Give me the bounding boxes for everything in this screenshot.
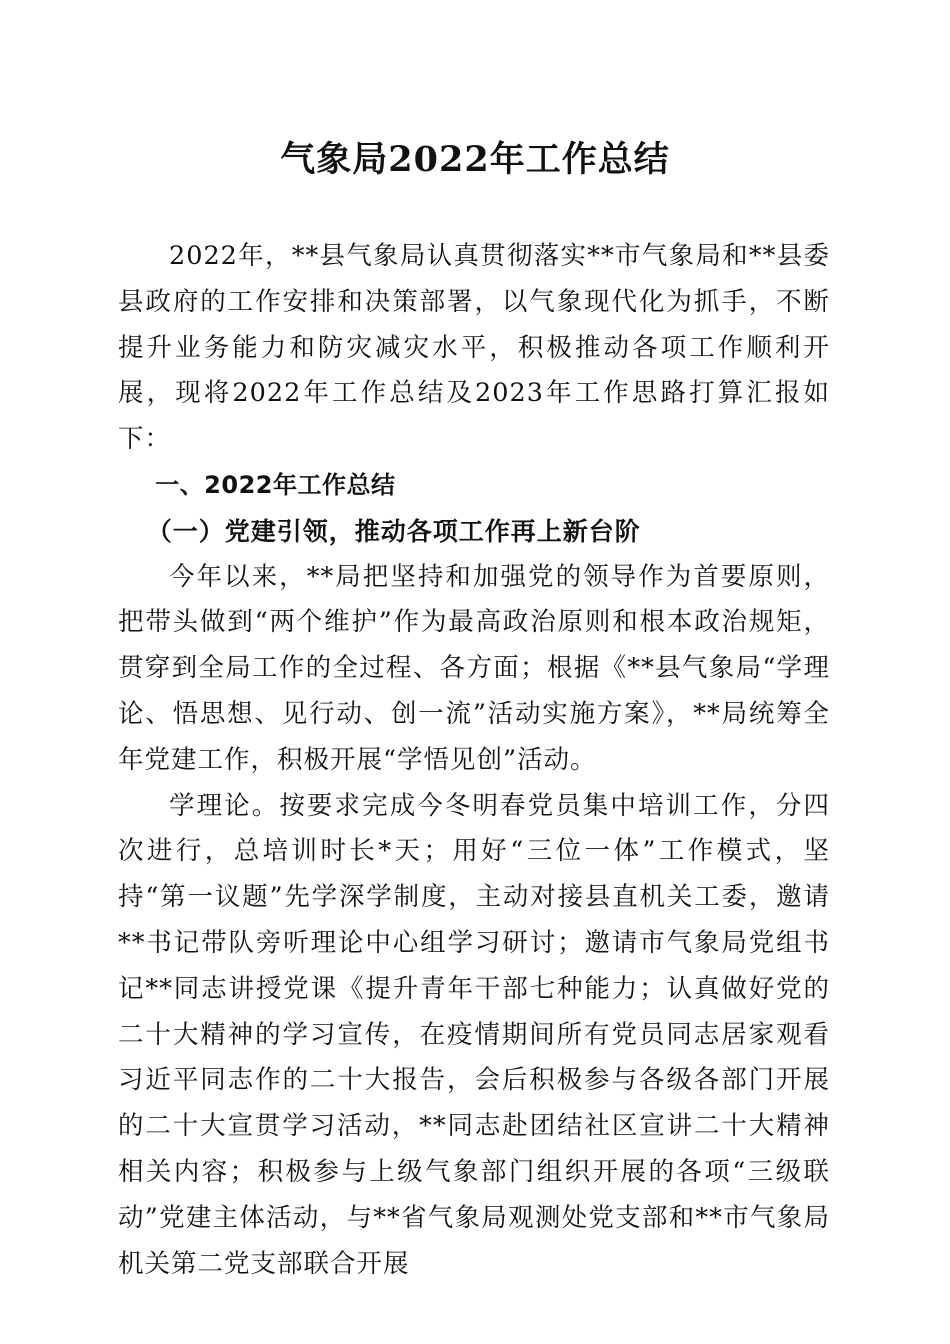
document-body (118, 234, 830, 1287)
section-heading: 一、2022年工作总结 (155, 470, 396, 499)
subsection-heading: （一）党建引领，推动各项工作再上新台阶 (146, 516, 641, 546)
intro-paragraph: 2022年，**县气象局认真贯彻落实**市气象局和**县委县政府的工作安排和决策部署，以气象现代化为抓手，不断提升业务能力和防灾减灾水平，积极推动各项工作顺利开展，现将2022年工作总结及2023年工作思路打算汇报如下： (118, 241, 830, 455)
body-paragraph-2: 学理论。按要求完成今冬明春党员集中培训工作，分四次进行，总培训时长*天；用好“三位一体”工作模式，坚持“第一议题”先学深学制度，主动对接县直机关工委，邀请**书记带队旁听理论中心组学习研讨；邀请市气象局党组书记**同志讲授党课《提升青年干部七种能力；认真做好党的二十大精神的学习宣传，在疫情期间所有党员同志居家观看习近平同志作的二十大报告，会后积极参与各级各部门开展的二十大宣贯学习活动，**同志赴团结社区宣讲二十大精神相关内容；积极参与上级气象部门组织开展的各项“三级联动”党建主体活动，与**省气象局观测处党支部和**市气象局机关第二党支部联合开展 (118, 790, 830, 1279)
body-paragraph-1: 今年以来，**局把坚持和加强党的领导作为首要原则，把带头做到“两个维护”作为最高政治原则和根本政治规矩，贯穿到全局工作的全过程、各方面；根据《**县气象局“学理论、悟思想、见行动、创一流”活动实施方案》，**局统筹全年党建工作，积极开展“学悟见创”活动。 (118, 561, 830, 775)
document-title: 气象局2022年工作总结 (280, 139, 670, 180)
